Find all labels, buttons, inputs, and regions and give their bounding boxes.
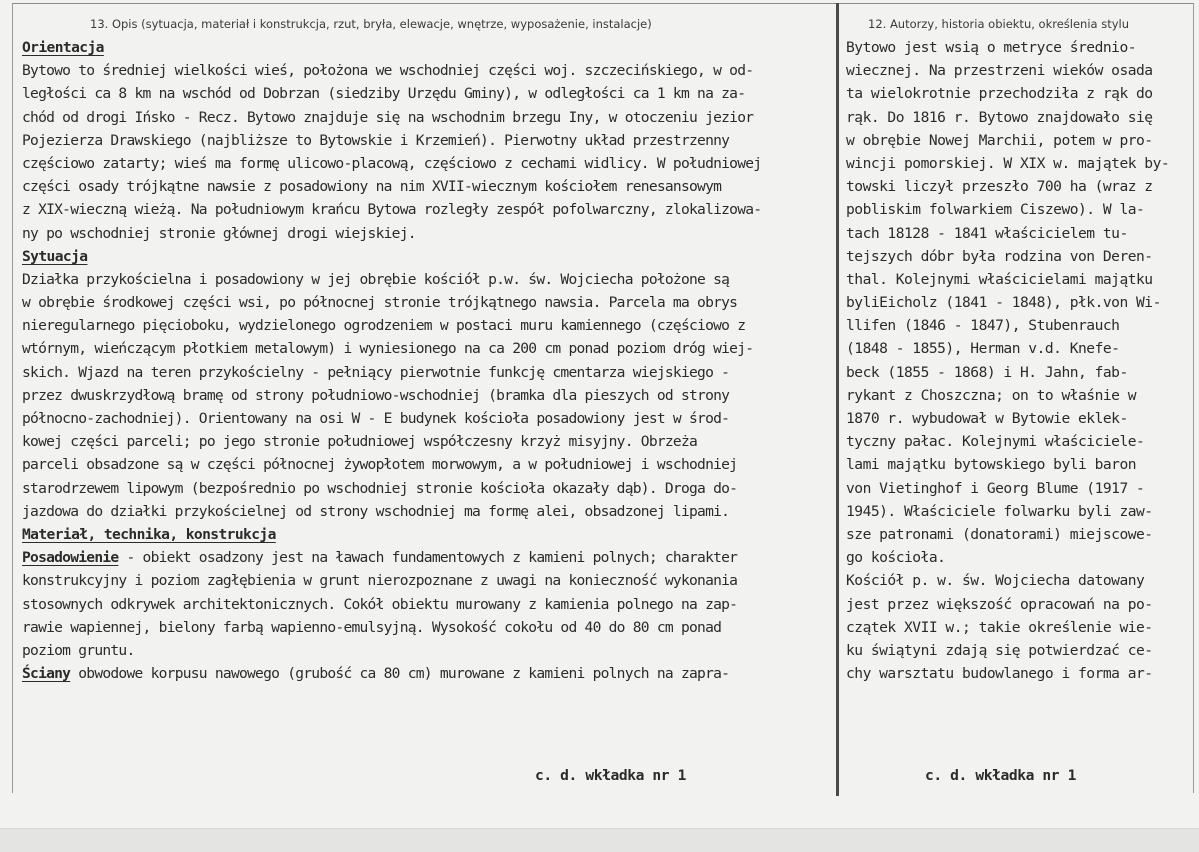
history-column — [846, 36, 1186, 685]
paragraph-line: jazdowa do działki przykościelnej od strony wschodniej ma formę alei, obsadzonej lipami. — [22, 502, 730, 520]
paragraph-line: z XIX-wieczną wieżą. Na południowym krańcu Bytowa rozległy zespół pofolwarczny, zlokalizowa- — [22, 201, 762, 219]
paragraph-line: Bytowo to średniej wielkości wieś, położona we wschodniej części woj. szczecińskiego, w od- — [22, 62, 754, 80]
history-line: rąk. Do 1816 r. Bytowo znajdowało się — [846, 108, 1153, 126]
history-line: ta wielokrotnie przechodziła z rąk do — [846, 85, 1153, 103]
history-line: byliEicholz (1841 - 1848), płk.von Wi- — [846, 294, 1161, 312]
paragraph-line: wtórnym, wieńczącym płotkiem metalowym) i wyniesionego na ca 200 cm ponad poziom dróg wiej- — [22, 340, 754, 358]
paragraph-line: rawie wapiennej, bielony farbą wapienno-emulsyjną. Wysokość cokołu od 40 do 80 cm ponad — [22, 618, 722, 636]
history-line: lami majątku bytowskiego byli baron — [846, 456, 1137, 474]
paragraph-line: chód od drogi Ińsko - Recz. Bytowo znajduje się na wschodnim brzegu Iny, w otoczeniu jezior — [22, 108, 754, 126]
history-line: go kościoła. — [846, 549, 946, 567]
history-line: wincji pomorskiej. W XIX w. majątek by- — [846, 154, 1170, 172]
column-divider — [836, 3, 839, 796]
paragraph-line — [22, 662, 822, 685]
history-line: 1870 r. wybudował w Bytowie eklek- — [846, 410, 1128, 427]
section-heading: Orientacja — [22, 39, 104, 56]
paragraph-line: ległości ca 8 km na wschód od Dobrzan (siedziby Urzędu Gminy), w odległości ca 1 km na za- — [22, 85, 746, 103]
history-line: pobliskim folwarkiem Ciszewo). W la- — [846, 201, 1145, 219]
paragraph-line: nieregularnego pięcioboku, wydzielonego ogrodzeniem w postaci muru kamiennego (częściowo z — [22, 317, 746, 335]
history-line: Bytowo jest wsią o metryce średnio- — [846, 39, 1137, 56]
card-bottom-margin — [0, 828, 1199, 852]
paragraph-line — [22, 546, 822, 569]
paragraph-line: przez dwuskrzydłową bramę od strony południowo-wschodniej (bramka dla pieszych od strony — [22, 386, 730, 404]
history-line: llifen (1846 - 1847), Stubenrauch — [846, 317, 1120, 335]
paragraph-line: północno-zachodniej). Orientowany na osi W - E budynek kościoła posadowiony jest w środ- — [22, 410, 730, 427]
history-line: towski liczył przeszło 700 ha (wraz z — [846, 178, 1153, 196]
paragraph-line: stosownych odkrywek architektonicznych. Cokół obiektu murowany z kamienia polnego na zap- — [22, 595, 738, 613]
paragraph-line: kowej części parceli; po jego stronie południowej współczesny krzyż misyjny. Obrzeża — [22, 433, 698, 451]
paragraph-line: skich. Wjazd na teren przykościelny - pełniący pierwotnie funkcję cmentarza wiejskiego - — [22, 363, 730, 381]
paragraph-line: Działka przykościelna i posadowiony w jej obrębie kościół p.w. św. Wojciecha położone są — [22, 270, 730, 288]
history-line: rykant z Choszczna; on to właśnie w — [846, 386, 1137, 404]
history-line: Kościół p. w. św. Wojciecha datowany — [846, 572, 1145, 590]
right-column-header: 12. Autorzy, historia obiektu, określenia stylu — [868, 17, 1130, 31]
history-line: jest przez większość opracowań na po- — [846, 595, 1153, 613]
right-continuation-note: c. d. wkładka nr 1 — [925, 767, 1076, 784]
history-line: ku świątyni zdają się potwierdzać ce- — [846, 641, 1153, 659]
history-line: tyczny pałac. Kolejnymi właściciele- — [846, 433, 1145, 451]
history-line: tach 18128 - 1841 właścicielem tu- — [846, 224, 1128, 242]
history-line: thal. Kolejnymi właścicielami majątku — [846, 270, 1153, 288]
description-column — [22, 36, 822, 685]
paragraph-line: konstrukcyjny i poziom zagłębienia w grunt nierozpoznane z uwagi na konieczność wykonania — [22, 572, 738, 590]
history-line: czątek XVII w.; takie określenie wie- — [846, 618, 1153, 636]
paragraph-line-text: obwodowe korpusu nawowego (grubość ca 80 cm) murowane z kamieni polnych na zapra- — [70, 665, 730, 683]
history-line: w obrębie Nowej Marchii, potem w pro- — [846, 131, 1153, 149]
left-column-header: 13. Opis (sytuacja, materiał i konstrukcja, rzut, bryła, elewacje, wnętrze, wyposażenie, instalacje) — [90, 17, 652, 31]
frame-top-rule — [12, 3, 1194, 4]
paragraph-line: części osady trójkątne nawsie z posadowiony na nim XVII-wiecznym kościołem renesansowym — [22, 178, 722, 196]
paragraph-line: częściowo zatarty; wieś ma formę ulicowo-placową, częściowo z cechami widlicy. W południowej — [22, 154, 762, 172]
history-line: wiecznej. Na przestrzeni wieków osada — [846, 62, 1153, 80]
paragraph-line: w obrębie środkowej części wsi, po północnej stronie trójkątnego nawsia. Parcela ma obrys — [22, 294, 738, 312]
paragraph-line-text: - obiekt osadzony jest na ławach fundamentowych z kamieni polnych; charakter — [118, 549, 738, 567]
history-line: chy warsztatu budowlanego i forma ar- — [846, 665, 1153, 683]
paragraph-line: Pojezierza Drawskiego (najbliższe to Bytowskie i Krzemień). Pierwotny układ przestrzenny — [22, 131, 730, 149]
history-line: beck (1855 - 1868) i H. Jahn, fab- — [846, 363, 1128, 381]
paragraph-line: poziom gruntu. — [22, 641, 135, 659]
history-line: (1848 - 1855), Herman v.d. Knefe- — [846, 340, 1120, 358]
paragraph-line: ny po wschodniej stronie głównej drogi wiejskiej. — [22, 224, 416, 242]
history-line: von Vietinghof i Georg Blume (1917 - — [846, 479, 1145, 497]
history-line: 1945). Właściciele folwarku byli zaw- — [846, 502, 1153, 520]
section-heading: Materiał, technika, konstrukcja — [22, 525, 276, 543]
frame-right-rule — [1193, 3, 1194, 793]
frame-left-rule — [12, 3, 13, 793]
history-line: sze patronami (donatorami) miejscowe- — [846, 525, 1153, 543]
history-line: tejszych dóbr była rodzina von Deren- — [846, 247, 1153, 265]
section-heading: Sytuacja — [22, 247, 88, 265]
left-continuation-note: c. d. wkładka nr 1 — [535, 767, 686, 784]
paragraph-lead-term: Ściany — [22, 665, 71, 683]
paragraph-line: parceli obsadzone są w części północnej żywopłotem morwowym, a w południowej i wschodniej — [22, 456, 738, 474]
paragraph-line: starodrzewem lipowym (bezpośrednio po wschodniej stronie kościoła okazały dąb). Droga do- — [22, 479, 738, 497]
paragraph-lead-term: Posadowienie — [22, 549, 119, 567]
